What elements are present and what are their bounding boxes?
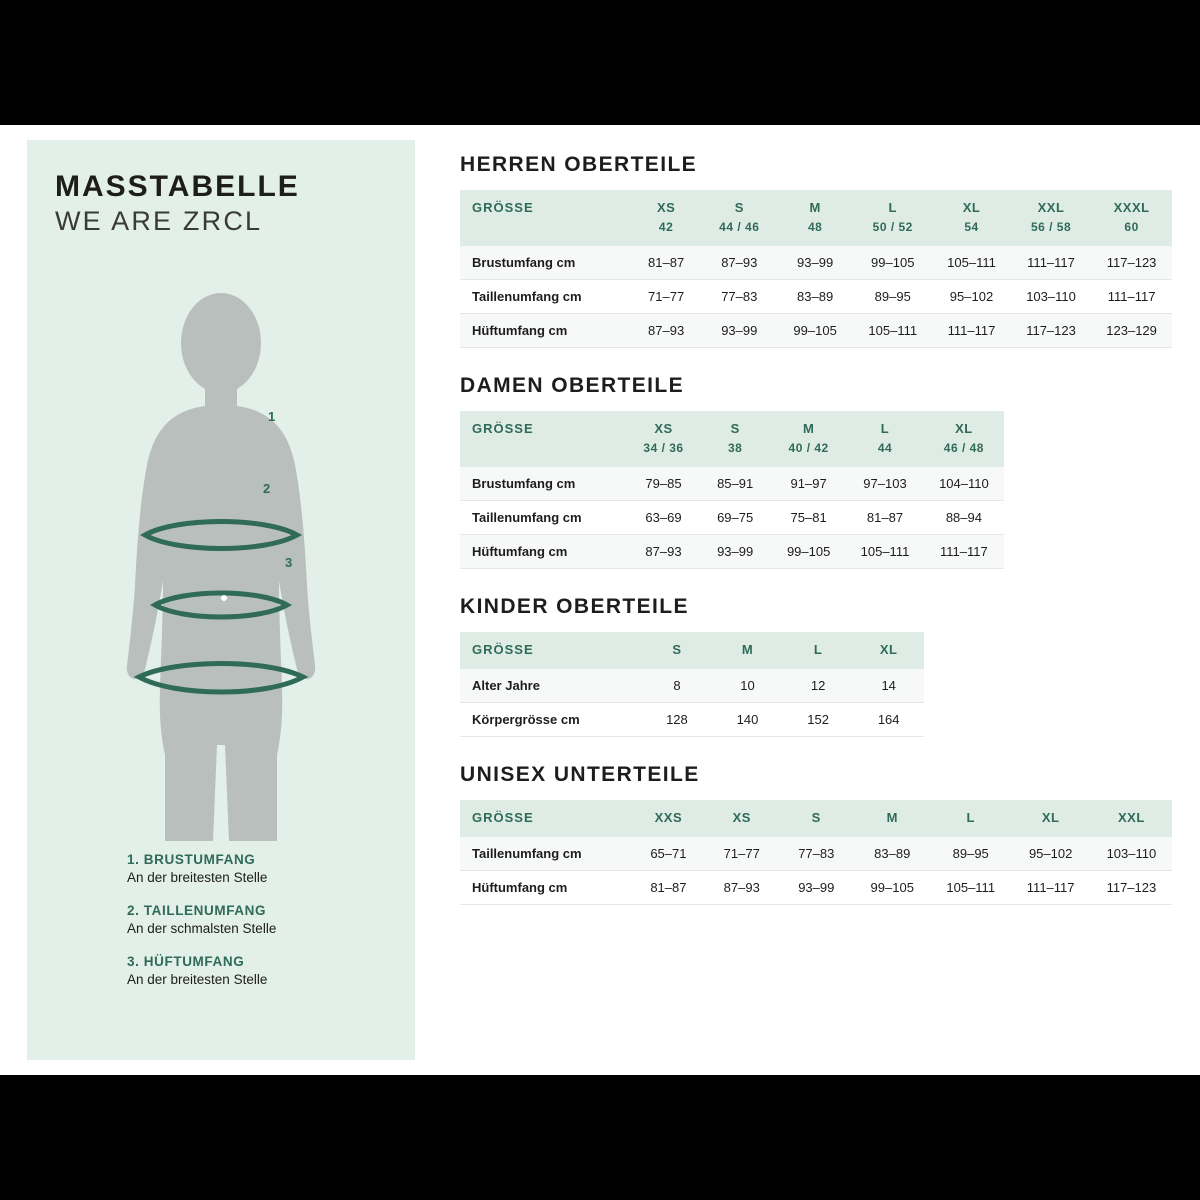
cell: 89–95 [931,837,1011,871]
cell: 105–111 [932,246,1011,280]
cell: 71–77 [631,280,702,314]
header-groesse: GRÖSSE [460,800,632,837]
cell: 8 [642,669,713,703]
cell: 111–117 [1011,246,1091,280]
cell: 87–93 [702,246,777,280]
header-size-xxxl [1091,190,1172,246]
size-label: S [734,200,744,215]
legend-item-bust [127,852,407,885]
size-label: M [886,810,898,825]
header-size-l [853,190,932,246]
cell: 91–97 [771,467,846,501]
size-label: XL [1041,810,1060,825]
table-row [460,535,1004,569]
header-groesse: GRÖSSE [460,632,642,669]
table-row [460,501,1004,535]
header-size-m [854,800,931,837]
header-size-l [783,632,854,669]
section-title: DAMEN OBERTEILE [460,374,685,397]
row-label: Taillenumfang cm [460,501,628,535]
size-number: 56 / 58 [1030,220,1072,234]
header-size-l [846,411,924,467]
row-label: Brustumfang cm [460,467,628,501]
table-header-row [460,800,1172,837]
table-unisex-unterteile [460,800,1172,905]
cell: 117–123 [1091,246,1172,280]
size-label: XS [656,200,676,215]
cell: 79–85 [628,467,700,501]
table-row [460,280,1172,314]
size-number: 54 [964,220,979,234]
size-label: XL [962,200,981,215]
table-row [460,837,1172,871]
size-label: M [809,200,821,215]
legend-item-waist [127,903,407,936]
size-number: 50 / 52 [872,220,913,234]
size-label: L [880,421,890,436]
header-size-xxl [1011,190,1091,246]
cell: 88–94 [924,501,1004,535]
cell: 81–87 [846,501,924,535]
size-label: XXS [654,810,683,825]
size-chart-page [0,125,1200,1075]
size-label: XXL [1118,810,1145,825]
row-label: Hüftumfang cm [460,314,631,348]
row-label: Taillenumfang cm [460,837,632,871]
cell: 87–93 [631,314,702,348]
cell: 93–99 [779,871,854,905]
cell: 10 [712,669,783,703]
size-label: S [811,810,821,825]
cell: 71–77 [704,837,779,871]
size-number: 34 / 36 [643,441,684,455]
size-label: XXL [1037,200,1065,215]
header-size-xxl [1091,800,1172,837]
cell: 83–89 [777,280,854,314]
header-size-xxs [632,800,704,837]
cell: 81–87 [631,246,702,280]
size-number: 60 [1124,220,1139,234]
table-header-row [460,190,1172,246]
header-size-xs [631,190,702,246]
legend [127,852,407,1005]
header-size-m [771,411,846,467]
cell: 103–110 [1091,837,1172,871]
marker-3: 3 [285,555,293,570]
cell: 111–117 [932,314,1011,348]
row-label: Brustumfang cm [460,246,631,280]
table-herren-oberteile [460,190,1172,348]
table-row [460,703,924,737]
marker-2: 2 [263,481,271,496]
cell: 152 [783,703,854,737]
row-label: Hüftumfang cm [460,871,632,905]
cell: 83–89 [854,837,931,871]
size-label: XS [654,421,673,436]
size-number: 46 / 48 [943,441,984,455]
header-size-s [699,411,771,467]
size-number: 48 [807,220,823,234]
cell: 81–87 [632,871,704,905]
cell: 103–110 [1011,280,1091,314]
cell: 111–117 [1010,871,1090,905]
header-size-s [702,190,777,246]
cell: 123–129 [1091,314,1172,348]
header-groesse: GRÖSSE [460,411,628,467]
size-number: 38 [727,441,743,455]
title-block [55,170,395,238]
cell: 99–105 [771,535,846,569]
body-figure [27,285,415,845]
size-number: 40 / 42 [788,441,829,455]
row-label: Körpergrösse cm [460,703,642,737]
cell: 65–71 [632,837,704,871]
cell: 105–111 [846,535,924,569]
size-label: XL [955,421,973,436]
marker-1: 1 [268,409,276,424]
table-row [460,314,1172,348]
section-title: HERREN OBERTEILE [460,153,698,176]
cell: 117–123 [1011,314,1091,348]
legend-item-title: 1. BRUSTUMFANG [127,852,256,867]
section-kinder-oberteile [460,595,1172,737]
header-size-xl [853,632,924,669]
cell: 93–99 [777,246,854,280]
size-number: 44 / 46 [719,220,760,234]
cell: 12 [783,669,854,703]
size-tables [460,153,1172,931]
cell: 97–103 [846,467,924,501]
header-size-l [931,800,1011,837]
section-title: UNISEX UNTERTEILE [460,763,700,786]
size-number: 42 [658,220,674,234]
body-silhouette-icon [27,285,415,845]
header-size-m [712,632,783,669]
cell: 95–102 [932,280,1011,314]
cell: 104–110 [924,467,1004,501]
section-unisex-unterteile [460,763,1172,905]
size-number: 44 [877,441,893,455]
cell: 128 [642,703,713,737]
header-groesse: GRÖSSE [460,190,631,246]
cell: 89–95 [853,280,932,314]
legend-item-desc: An der schmalsten Stelle [127,921,277,936]
legend-item-title: 3. HÜFTUMFANG [127,954,245,969]
cell: 95–102 [1010,837,1090,871]
cell: 87–93 [704,871,779,905]
header-size-xl [1010,800,1090,837]
table-kinder-oberteile [460,632,924,737]
size-label: XL [879,642,898,657]
cell: 105–111 [931,871,1011,905]
size-label: M [802,421,815,436]
size-label: L [966,810,975,825]
header-size-xs [704,800,779,837]
cell: 99–105 [854,871,931,905]
cell: 117–123 [1091,871,1172,905]
size-label: S [730,421,740,436]
header-size-xs [628,411,700,467]
cell: 164 [853,703,924,737]
table-header-row [460,632,924,669]
size-label: XXXL [1113,200,1150,215]
legend-item-desc: An der breitesten Stelle [127,972,268,987]
cell: 93–99 [702,314,777,348]
header-size-s [642,632,713,669]
header-size-xl [924,411,1004,467]
table-header-row [460,411,1004,467]
legend-item-title: 2. TAILLENUMFANG [127,903,267,918]
measurement-guide-panel [27,140,415,1060]
cell: 87–93 [628,535,700,569]
header-size-m [777,190,854,246]
cell: 63–69 [628,501,700,535]
cell: 99–105 [777,314,854,348]
cell: 111–117 [924,535,1004,569]
section-damen-oberteile [460,374,1172,569]
cell: 14 [853,669,924,703]
cell: 93–99 [699,535,771,569]
legend-item-hip [127,954,407,987]
row-label: Taillenumfang cm [460,280,631,314]
table-damen-oberteile [460,411,1004,569]
section-herren-oberteile [460,153,1172,348]
page-title: MASSTABELLE [55,170,300,203]
table-row [460,669,924,703]
size-label: S [672,642,682,657]
cell: 77–83 [702,280,777,314]
row-label: Hüftumfang cm [460,535,628,569]
row-label: Alter Jahre [460,669,642,703]
cell: 85–91 [699,467,771,501]
cell: 75–81 [771,501,846,535]
legend-item-desc: An der breitesten Stelle [127,870,268,885]
page-subtitle: WE ARE ZRCL [55,205,263,236]
cell: 77–83 [779,837,854,871]
cell: 140 [712,703,783,737]
size-label: M [741,642,754,657]
size-label: L [813,642,823,657]
header-size-xl [932,190,1011,246]
size-label: XS [732,810,751,825]
table-row [460,467,1004,501]
cell: 99–105 [853,246,932,280]
header-size-s [779,800,854,837]
size-label: L [888,200,897,215]
cell: 111–117 [1091,280,1172,314]
cell: 105–111 [853,314,932,348]
table-row [460,871,1172,905]
cell: 69–75 [699,501,771,535]
table-row [460,246,1172,280]
section-title: KINDER OBERTEILE [460,595,689,618]
